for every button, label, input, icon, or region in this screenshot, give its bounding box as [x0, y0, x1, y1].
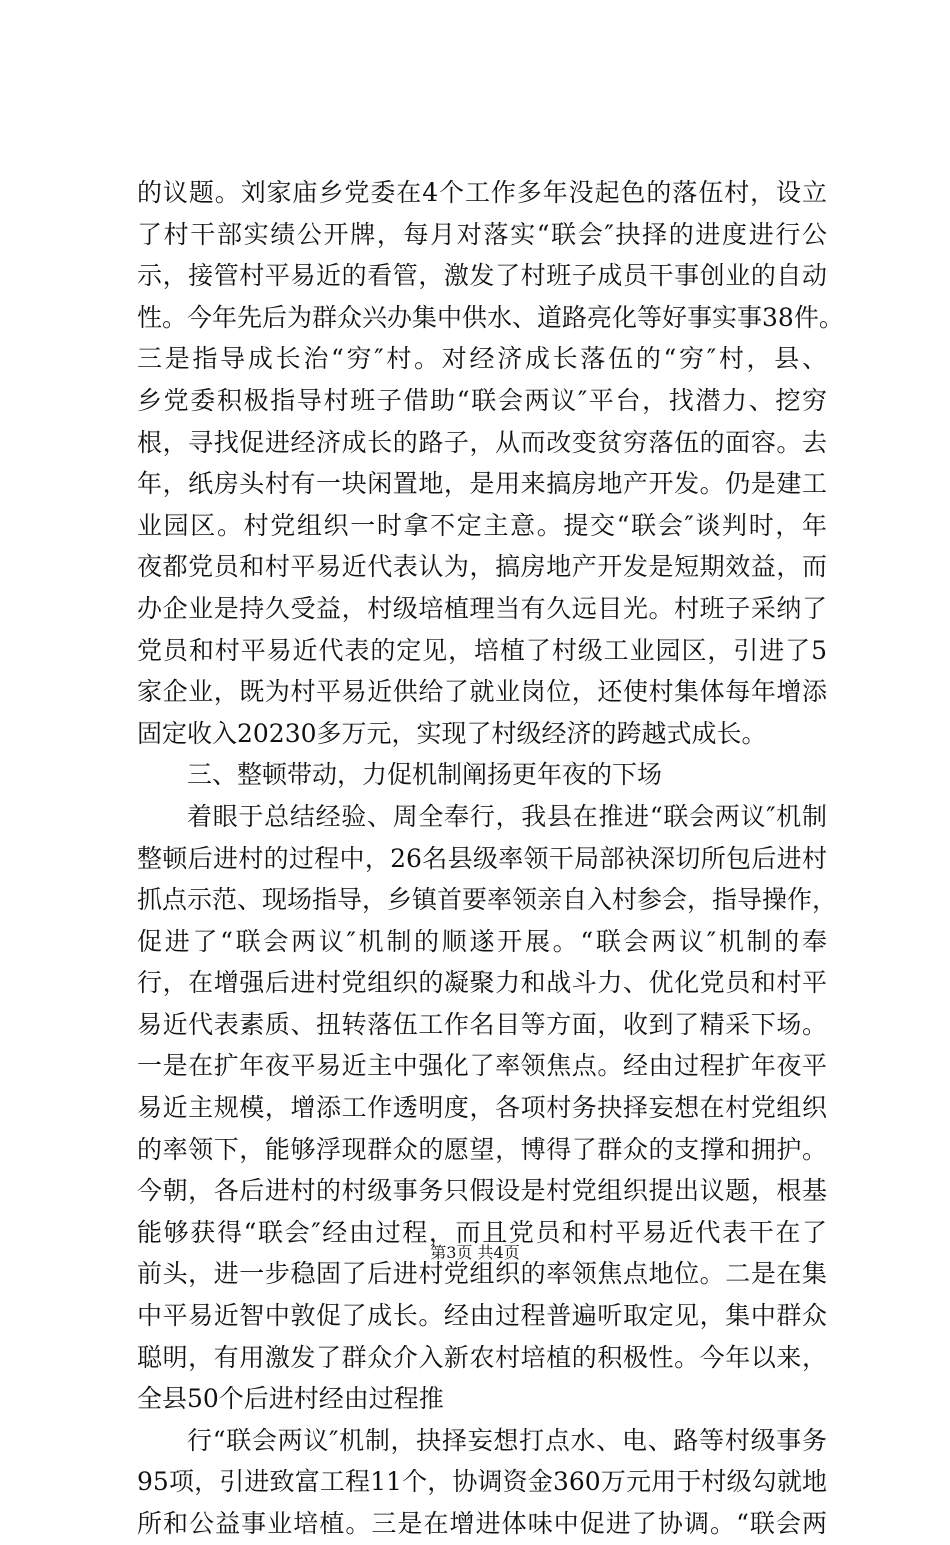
text-line: 年，纸房头村有一块闲置地，是用来搞房地产开发。仍是建工 [137, 469, 827, 499]
text-line: 夜都党员和村平易近代表认为，搞房地产开发是短期效益，而 [137, 552, 827, 582]
text-line: 95项，引进致富工程11个，协调资金360万元用于村级勾就地 [137, 1467, 827, 1497]
text-line: 中平易近智中敦促了成长。经由过程普遍听取定见，集中群众 [137, 1301, 827, 1331]
text-line: 所和公益事业培植。三是在增进体味中促进了协调。“联会两 [137, 1509, 827, 1538]
text-line: 了村干部实绩公开牌，每月对落实“联会″抉择的进度进行公 [137, 219, 827, 249]
text-line: 根，寻找促进经济成长的路子，从而改变贫穷落伍的面容。去 [137, 427, 827, 457]
text-line: 抓点示范、现场指导，乡镇首要率领亲自入村参会，指导操作， [137, 885, 838, 915]
page-footer: 第3页 共4页 [430, 1243, 520, 1262]
text-line: 三是指导成长治“穷″村。对经济成长落伍的“穷″村，县、 [137, 344, 827, 374]
text-line: 聪明，有用激发了群众介入新农村培植的积极性。今年以来， [137, 1342, 827, 1372]
text-line: 今朝，各后进村的村级事务只假设是村党组织提出议题，根基 [137, 1176, 827, 1206]
text-line: 办企业是持久受益，村级培植理当有久远目光。村班子采纳了 [137, 593, 827, 623]
text-line: 行“联会两议″机制，抉择妄想打点水、电、路等村级事务 [187, 1425, 827, 1455]
text-line: 性。今年先后为群众兴办集中供水、道路亮化等好事实事38件。 [137, 302, 844, 332]
section-heading: 三、整顿带动，力促机制阐扬更年夜的下场 [187, 760, 663, 790]
text-line: 整顿后进村的过程中，26名县级率领干局部袂深切所包后进村 [137, 843, 827, 873]
text-line: 前头，进一步稳固了后进村党组织的率领焦点地位。二是在集 [137, 1259, 827, 1289]
text-line: 全县50个后进村经由过程推 [137, 1384, 444, 1414]
text-line: 固定收入20230多万元，实现了村级经济的跨越式成长。 [137, 718, 767, 748]
text-line: 易近代表素质、扭转落伍工作名目等方面，收到了精采下场。 [137, 1009, 827, 1039]
text-line: 党员和村平易近代表的定见，培植了村级工业园区，引进了5 [137, 635, 827, 665]
text-line: 的议题。刘家庙乡党委在4个工作多年没起色的落伍村，设立 [137, 178, 827, 207]
text-line: 促进了“联会两议″机制的顺遂开展。“联会两议″机制的奉 [137, 926, 827, 956]
text-line: 乡党委积极指导村班子借助“联会两议″平台，找潜力、挖穷 [137, 385, 827, 415]
text-line: 着眼于总结经验、周全奉行，我县在推进“联会两议″机制 [187, 801, 827, 831]
text-line: 家企业，既为村平易近供给了就业岗位，还使村集体每年增添 [137, 677, 827, 707]
text-line: 行，在增强后进村党组织的凝聚力和战斗力、优化党员和村平 [137, 968, 827, 998]
text-line: 的率领下，能够浮现群众的愿望，博得了群众的支撑和拥护。 [137, 1134, 827, 1164]
text-line: 示，接管村平易近的看管，激发了村班子成员干事创业的自动 [137, 261, 827, 291]
text-line: 业园区。村党组织一时拿不定主意。提交“联会″谈判时，年 [137, 510, 827, 540]
text-line: 一是在扩年夜平易近主中强化了率领焦点。经由过程扩年夜平 [137, 1051, 827, 1081]
text-line: 易近主规模，增添工作透明度，各项村务抉择妄想在村党组织 [137, 1093, 827, 1123]
text-line: 能够获得“联会″经由过程，而且党员和村平易近代表干在了 [137, 1217, 827, 1247]
document-body [137, 172, 844, 1545]
